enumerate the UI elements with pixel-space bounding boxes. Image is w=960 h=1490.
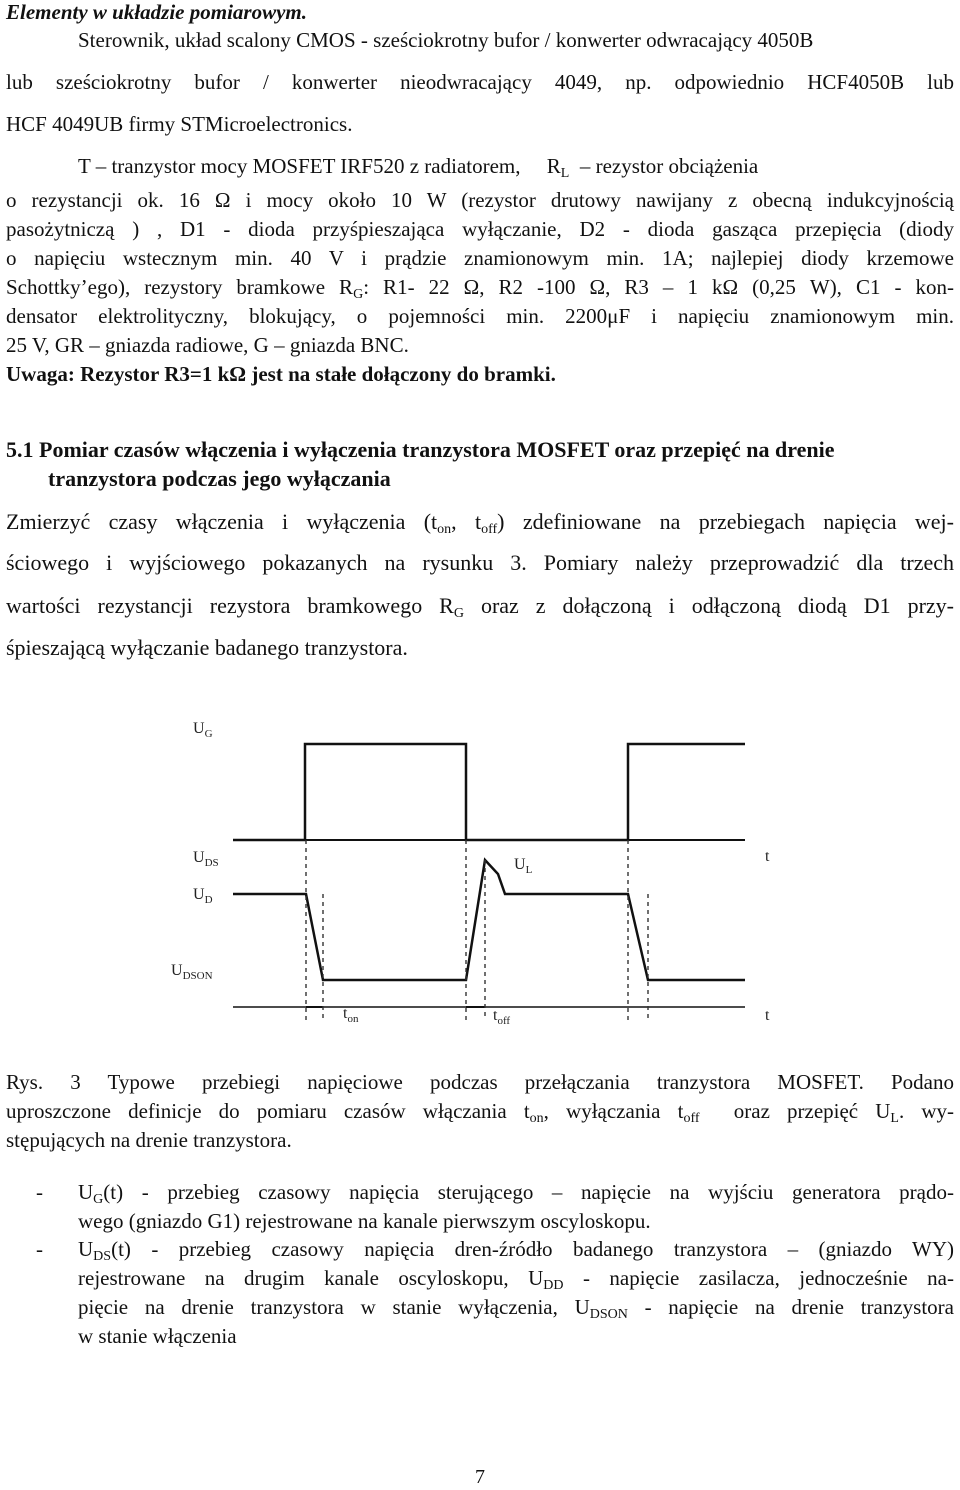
- text-span: - napięcie na drenie tranzystora: [644, 1295, 954, 1319]
- bullet-dash: -: [36, 1180, 43, 1204]
- subscript: G: [453, 606, 464, 621]
- paragraph-line: ściowego i wyjściowego pokazanych na rysunku 3. Pomiary należy przeprowadzić dla trzech: [6, 550, 954, 575]
- bullet-line: [78, 1235, 954, 1263]
- section-title: tranzystora podczas jego wyłączania: [48, 466, 391, 491]
- uds-waveform: [233, 860, 745, 980]
- ug-waveform: [233, 744, 745, 840]
- text-span: R: [546, 154, 561, 178]
- text-span: , wyłączania t: [543, 1099, 684, 1123]
- text-span: pięcie na drenie tranzystora w stanie wyłączenia, U: [78, 1295, 590, 1319]
- text-span: : R1- 22 Ω, R2 -100 Ω, R3 – 1 kΩ (0,25 W), C1 - kon-: [363, 275, 954, 299]
- text-span: (t) - przebieg czasowy napięcia dren-źródło badanego tranzystora – (gniazdo WY): [111, 1237, 954, 1261]
- label-ton: $t_{on}$: [343, 1005, 359, 1025]
- paragraph-line: densator elektrolityczny, blokujący, o pojemności min. 2200μF i napięciu znamionowym min.: [6, 304, 954, 328]
- text-span: ) zdefiniowane na przebiegach napięcia wej-: [497, 509, 954, 534]
- bullet-line: [78, 1178, 954, 1206]
- text-span: uproszczone definicje do pomiaru czasów włączania t: [6, 1099, 530, 1123]
- bullet-line: w stanie włączenia: [78, 1324, 237, 1348]
- subscript: L: [890, 1111, 899, 1126]
- label-ul: $U_L$: [514, 856, 533, 876]
- subscript: L: [560, 166, 570, 181]
- paragraph-line: 25 V, GR – gniazda radiowe, G – gniazda BNC.: [6, 333, 409, 357]
- text-span: oraz z dołączoną i odłączoną diodą D1 przy-: [480, 593, 954, 618]
- label-t-axis-2: t: [765, 1007, 770, 1024]
- label-toff: $t_{off}$: [493, 1007, 511, 1027]
- text-span: wartości rezystancji rezystora bramkowego R: [6, 593, 454, 618]
- dashed-guides: [306, 840, 648, 1020]
- label-ug: $U_G$: [193, 720, 213, 740]
- text-span: U: [78, 1180, 94, 1204]
- paragraph-line: śpieszającą wyłączanie badanego tranzystora.: [6, 635, 408, 660]
- caption-line: [6, 1097, 954, 1125]
- caption-line: Rys. 3 Typowe przebiegi napięciowe podczas przełączania tranzystora MOSFET. Podano: [6, 1070, 954, 1094]
- paragraph-line: Sterownik, układ scalony CMOS - sześciokrotny bufor / konwerter odwracający 4050B: [78, 28, 814, 52]
- paragraph-line: o napięciu wstecznym min. 40 V i prądzie znamionowym min. 1A; najlepiej diody krzemowe: [6, 246, 954, 270]
- label-uds: $U_{DS}$: [193, 849, 219, 869]
- text-span: , t: [451, 509, 482, 534]
- paragraph-line: o rezystancji ok. 16 Ω i mocy około 10 W (rezystor drutowy nawijany z obecną indukcyjnością: [6, 188, 954, 212]
- note-line: Uwaga: Rezystor R3=1 kΩ jest na stałe dołączony do bramki.: [6, 362, 556, 386]
- text-span: Schottky’ego), rezystory bramkowe R: [6, 275, 354, 299]
- text-span: T – tranzystor mocy MOSFET IRF520 z radiatorem,: [78, 154, 521, 178]
- subscript: G: [93, 1192, 104, 1207]
- text-span: U: [78, 1237, 94, 1261]
- label-t-axis-1: t: [765, 848, 770, 865]
- text-span: - napięcie zasilacza, jednocześnie na-: [582, 1266, 954, 1290]
- bullet-line: wego (gniazdo G1) rejestrowane na kanale pierwszym oscyloskopu.: [78, 1209, 651, 1233]
- section-heading: Elementy w układzie pomiarowym.: [6, 0, 308, 24]
- subscript: DD: [543, 1278, 564, 1293]
- subscript: off: [481, 522, 498, 537]
- subscript: off: [683, 1111, 700, 1126]
- paragraph-line: lub sześciokrotny bufor / konwerter nieodwracający 4049, np. odpowiednio HCF4050B lub: [6, 70, 954, 94]
- bullet-dash: -: [36, 1237, 43, 1261]
- section-title: 5.1 Pomiar czasów włączenia i wyłączenia tranzystora MOSFET oraz przepięć na drenie: [6, 437, 835, 462]
- bullet-line: [78, 1293, 954, 1321]
- paragraph-line: HCF 4049UB firmy STMicroelectronics.: [6, 112, 353, 136]
- subscript: on: [529, 1111, 544, 1126]
- subscript: G: [353, 287, 364, 302]
- text-span: . wy-: [898, 1099, 954, 1123]
- paragraph-line: pasożytniczą ) , D1 - dioda przyśpieszająca wyłączanie, D2 - dioda gasząca przepięcia (diody: [6, 217, 954, 241]
- text-span: – rezystor obciążenia: [579, 154, 759, 178]
- subscript: DS: [93, 1249, 112, 1264]
- text-span: (t) - przebieg czasowy napięcia sterującego – napięcie na wyjściu generatora prądo-: [103, 1180, 954, 1204]
- label-ud: $U_D$: [193, 886, 213, 906]
- caption-line: stępujących na drenie tranzystora.: [6, 1128, 292, 1152]
- label-udson: $U_{DSON}$: [171, 962, 213, 982]
- text-span: Zmierzyć czasy włączenia i wyłączenia (t: [6, 509, 438, 534]
- subscript: on: [437, 522, 452, 537]
- text-span: oraz przepięć U: [733, 1099, 891, 1123]
- page-number: 7: [475, 1466, 485, 1488]
- bullet-line: [78, 1264, 954, 1292]
- text-span: rejestrowane na drugim kanale oscyloskopu, U: [78, 1266, 544, 1290]
- subscript: DSON: [589, 1307, 628, 1322]
